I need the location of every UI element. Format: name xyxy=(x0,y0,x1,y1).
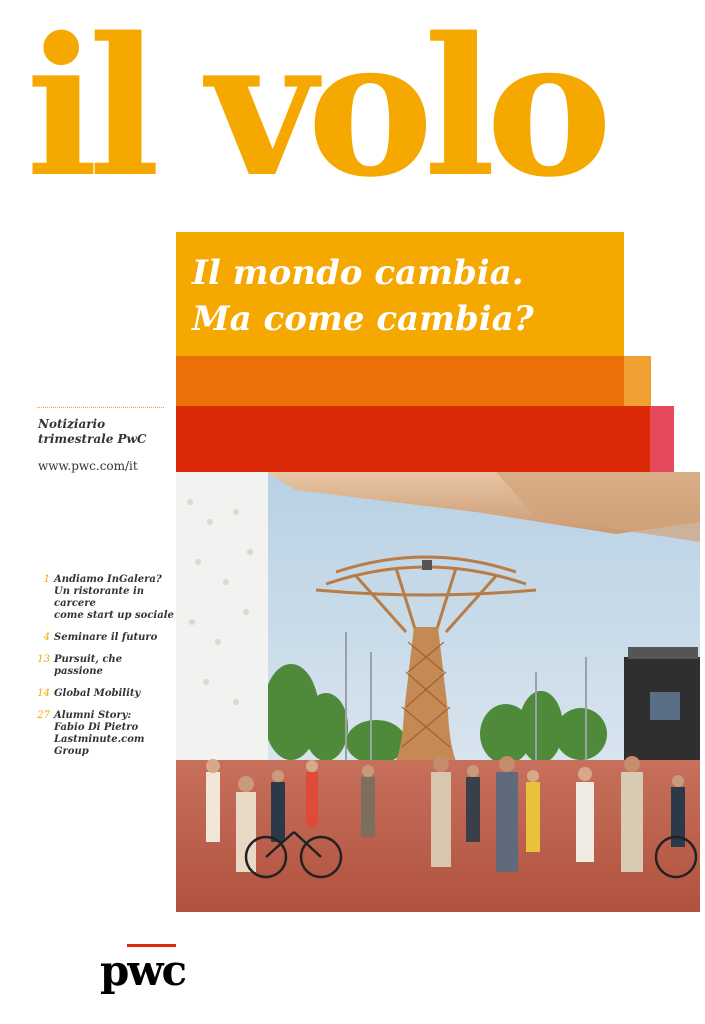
toc-title: Alumni Story: Fabio Di Pietro Lastminute.com Group xyxy=(54,710,145,757)
headline-line-2: Ma come cambia? xyxy=(192,299,534,339)
toc-title: Seminare il futuro xyxy=(54,632,158,643)
masthead-title: il volo xyxy=(26,0,603,219)
cover-photo xyxy=(176,472,700,912)
toc-title: Andiamo InGalera? Un ristorante in carcere come start up sociale xyxy=(54,574,174,621)
newsletter-kicker: Notiziario trimestrale PwC xyxy=(38,417,147,446)
table-of-contents xyxy=(34,574,174,768)
orange-stripe xyxy=(176,356,624,406)
pink-stripe-tip xyxy=(650,406,674,472)
website-link[interactable]: www.pwc.com/it xyxy=(38,459,138,473)
toc-item[interactable] xyxy=(34,710,174,758)
pwc-logo: pwc xyxy=(100,946,186,995)
sidebar-divider xyxy=(37,407,164,408)
toc-page-number: 14 xyxy=(37,688,50,699)
toc-item[interactable] xyxy=(34,574,174,622)
toc-item[interactable] xyxy=(34,654,174,678)
toc-page-number: 1 xyxy=(43,574,50,585)
toc-page-number: 27 xyxy=(37,710,50,721)
headline-line-1: Il mondo cambia. xyxy=(192,253,524,293)
red-stripe xyxy=(176,406,650,472)
toc-page-number: 4 xyxy=(43,632,50,643)
toc-title: Pursuit, che passione xyxy=(54,654,123,677)
toc-page-number: 13 xyxy=(37,654,50,665)
headline-box xyxy=(176,232,624,356)
orange-stripe-tip xyxy=(624,356,651,406)
toc-item[interactable] xyxy=(34,632,174,644)
toc-title: Global Mobility xyxy=(54,688,141,699)
toc-item[interactable] xyxy=(34,688,174,700)
